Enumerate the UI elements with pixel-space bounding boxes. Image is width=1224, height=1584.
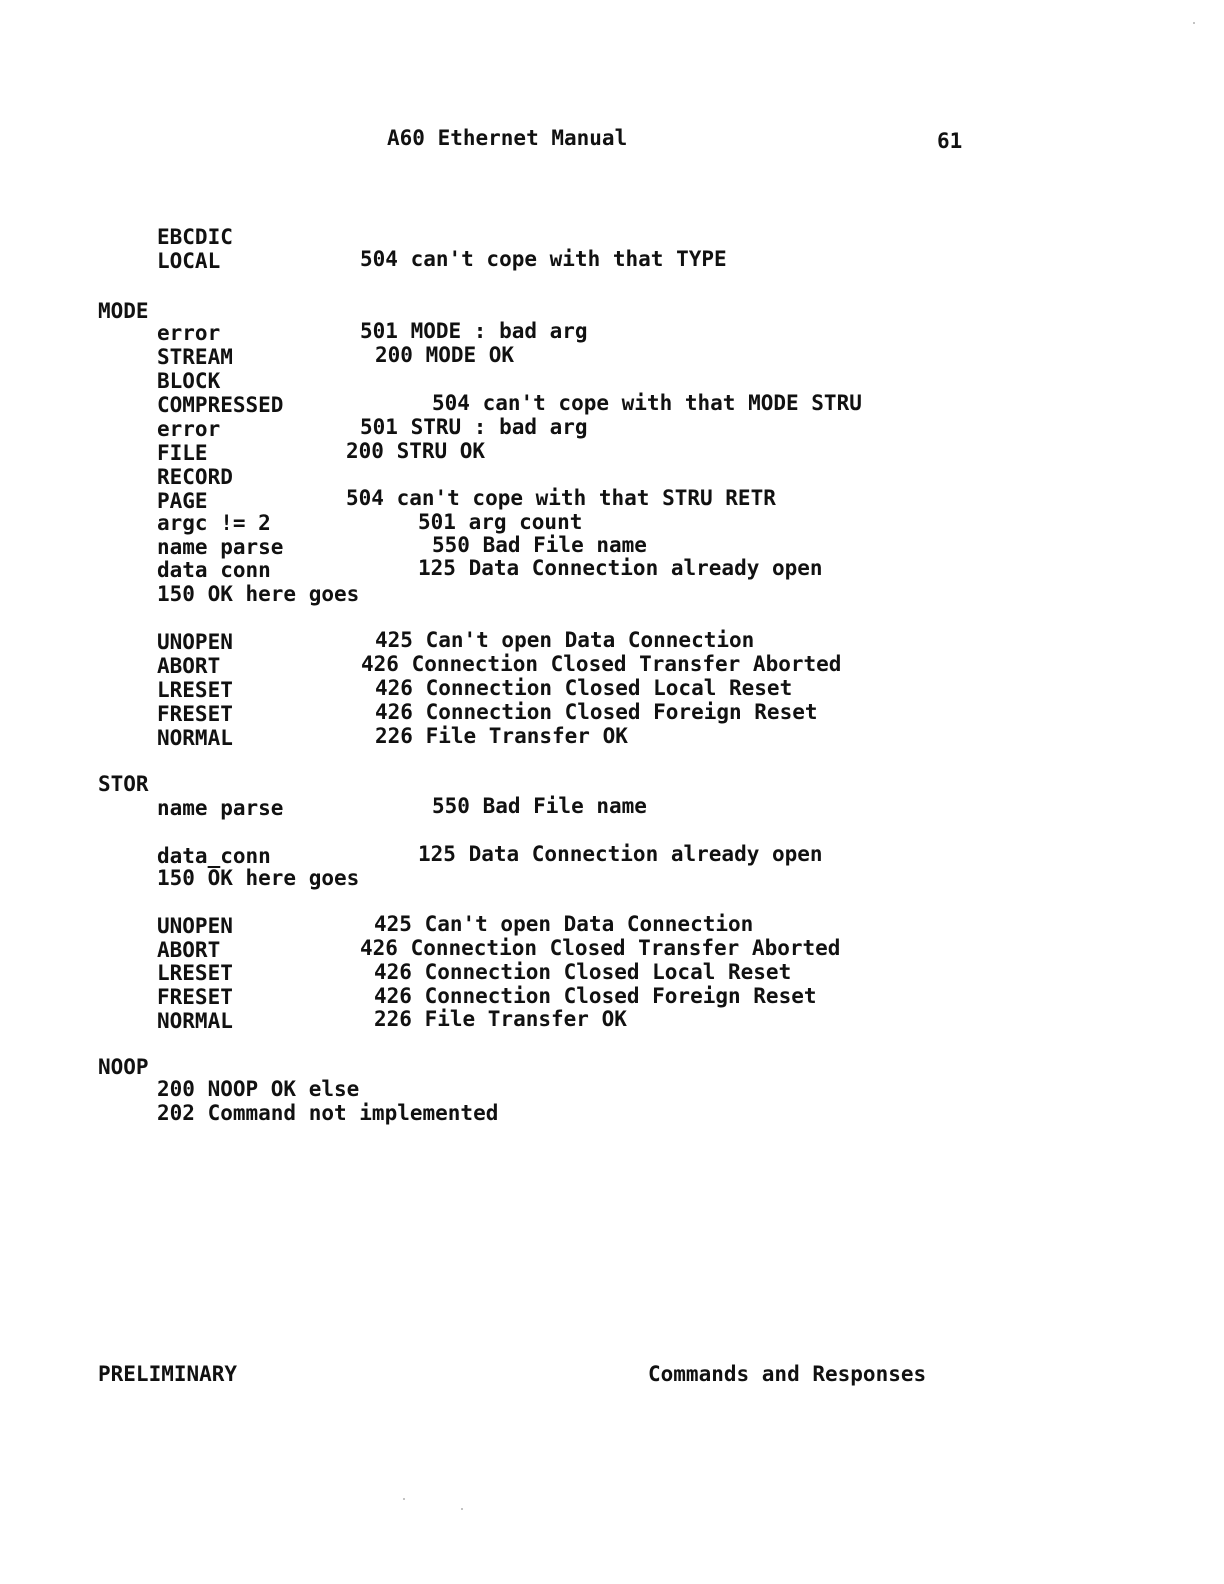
command-label: NORMAL: [157, 726, 233, 750]
command-label: data_conn: [157, 844, 271, 868]
command-label: LRESET: [157, 678, 233, 702]
command-label: UNOPEN: [157, 914, 233, 938]
response-text: 550 Bad File name: [432, 533, 647, 557]
section-heading-stor: STOR: [98, 772, 149, 796]
response-text: 425 Can't open Data Connection: [374, 912, 754, 936]
response-text: 504 can't cope with that TYPE: [360, 247, 727, 271]
scan-speck: [461, 1508, 463, 1510]
scan-speck: [1193, 22, 1195, 24]
response-text: 226 File Transfer OK: [374, 1007, 627, 1031]
command-label: FILE: [157, 441, 208, 465]
command-label: ABORT: [157, 938, 221, 962]
command-label: UNOPEN: [157, 630, 233, 654]
response-text: 125 Data Connection already open: [418, 842, 823, 866]
response-text: 426 Connection Closed Foreign Reset: [374, 984, 817, 1008]
command-label: ABORT: [157, 654, 221, 678]
response-text: 550 Bad File name: [432, 794, 647, 818]
footer-section-title: Commands and Responses: [648, 1362, 927, 1386]
command-label: EBCDIC: [157, 225, 233, 249]
command-label: name parse: [157, 796, 284, 820]
response-text: 426 Connection Closed Transfer Aborted: [360, 936, 841, 960]
command-label: name parse: [157, 535, 284, 559]
command-label: LRESET: [157, 961, 233, 985]
section-heading-mode: MODE: [98, 299, 149, 323]
response-text: 426 Connection Closed Foreign Reset: [375, 700, 818, 724]
status-line: 200 NOOP OK else: [157, 1077, 360, 1101]
command-label: STREAM: [157, 345, 233, 369]
section-heading-noop: NOOP: [98, 1055, 149, 1079]
command-label: LOCAL: [157, 249, 221, 273]
command-label: error: [157, 417, 221, 441]
response-text: 226 File Transfer OK: [375, 724, 628, 748]
command-label: RECORD: [157, 465, 233, 489]
response-text: 501 STRU : bad arg: [360, 415, 588, 439]
response-text: 426 Connection Closed Local Reset: [374, 960, 792, 984]
response-text: 200 STRU OK: [346, 439, 486, 463]
response-text: 426 Connection Closed Local Reset: [375, 676, 793, 700]
command-label: COMPRESSED: [157, 393, 284, 417]
status-line: 202 Command not implemented: [157, 1101, 499, 1125]
command-label: BLOCK: [157, 369, 221, 393]
status-line: 150 OK here goes: [157, 866, 360, 890]
command-label: FRESET: [157, 985, 233, 1009]
response-text: 125 Data Connection already open: [418, 556, 823, 580]
status-line: 150 OK here goes: [157, 582, 360, 606]
response-text: 504 can't cope with that STRU RETR: [346, 486, 776, 510]
response-text: 504 can't cope with that MODE STRU: [432, 391, 862, 415]
command-label: data conn: [157, 558, 271, 582]
command-label: NORMAL: [157, 1009, 233, 1033]
scan-speck: [403, 1498, 405, 1500]
response-text: 501 arg count: [418, 510, 583, 534]
response-text: 200 MODE OK: [375, 343, 515, 367]
footer-status: PRELIMINARY: [98, 1362, 238, 1386]
command-label: PAGE: [157, 489, 208, 513]
command-label: error: [157, 321, 221, 345]
response-text: 425 Can't open Data Connection: [375, 628, 755, 652]
command-label: argc != 2: [157, 511, 271, 535]
page-number: 61: [937, 129, 963, 153]
response-text: 501 MODE : bad arg: [360, 319, 588, 343]
page-header-title: A60 Ethernet Manual: [387, 126, 628, 150]
response-text: 426 Connection Closed Transfer Aborted: [361, 652, 842, 676]
command-label: FRESET: [157, 702, 233, 726]
